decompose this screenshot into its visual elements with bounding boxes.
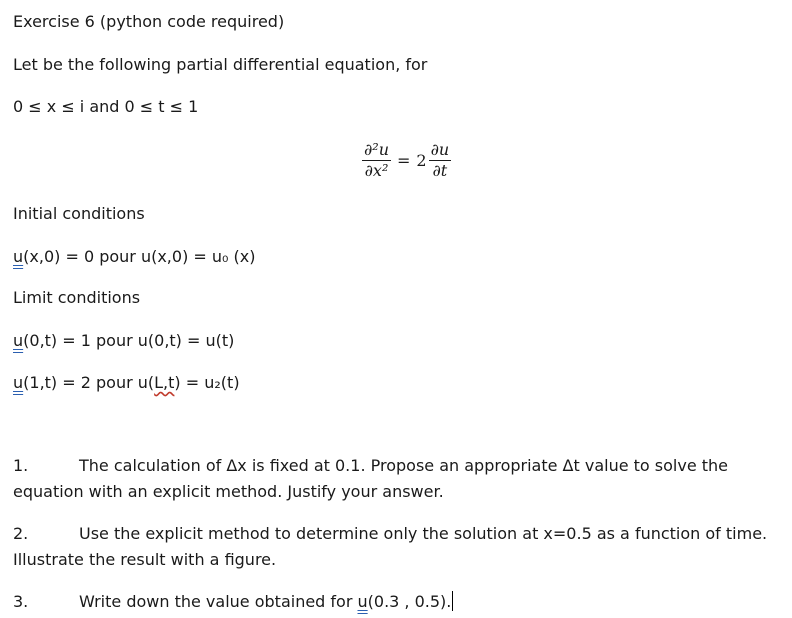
text-cursor[interactable] [452, 591, 453, 611]
domain-text: 0 ≤ x ≤ i and 0 ≤ t ≤ 1 [13, 97, 199, 116]
u-underlined: u [13, 373, 24, 392]
u-underlined: u [357, 592, 368, 611]
limit-condition-2: u(1,t) = 2 pour u(L,t) = u₂(t) [13, 373, 240, 392]
u-underlined: u [13, 247, 24, 266]
question-number: 2. [13, 524, 29, 543]
question-text: Write down the value obtained for u(0.3 , 0.5). [79, 592, 452, 611]
lhs-numerator: ∂²u [364, 140, 389, 159]
rhs-numerator: ∂u [430, 140, 450, 159]
spellcheck-mark: L,t [154, 373, 175, 392]
equals-sign: = [397, 151, 411, 170]
rhs-fraction [429, 140, 452, 181]
exercise-title: Exercise 6 (python code required) [13, 12, 285, 31]
limit-condition-1: u(0,t) = 1 pour u(0,t) = u(t) [13, 331, 235, 350]
u-underlined: u [13, 331, 24, 350]
question-number: 3. [13, 592, 29, 611]
question-text-continued: equation with an explicit method. Justify your answer. [13, 482, 444, 501]
question-text: Use the explicit method to determine only the solution at x=0.5 as a function of time. [79, 524, 768, 543]
initial-conditions-heading: Initial conditions [13, 204, 145, 223]
question-3 [13, 589, 789, 615]
rhs-denominator: ∂t [432, 161, 448, 180]
limit-conditions-heading: Limit conditions [13, 288, 141, 307]
question-1 [13, 453, 789, 505]
lhs-fraction [362, 140, 391, 181]
question-text: The calculation of Δx is fixed at 0.1. Propose an appropriate Δt value to solve the [79, 456, 729, 475]
initial-condition-1: u(x,0) = 0 pour u(x,0) = u₀ (x) [13, 247, 256, 266]
intro-text: Let be the following partial differential equation, for [13, 55, 428, 74]
coefficient: 2 [416, 151, 427, 170]
pde-equation [362, 140, 451, 181]
question-number: 1. [13, 456, 29, 475]
question-text-continued: Illustrate the result with a figure. [13, 550, 277, 569]
lhs-denominator: ∂x² [364, 161, 389, 180]
question-2 [13, 521, 789, 573]
